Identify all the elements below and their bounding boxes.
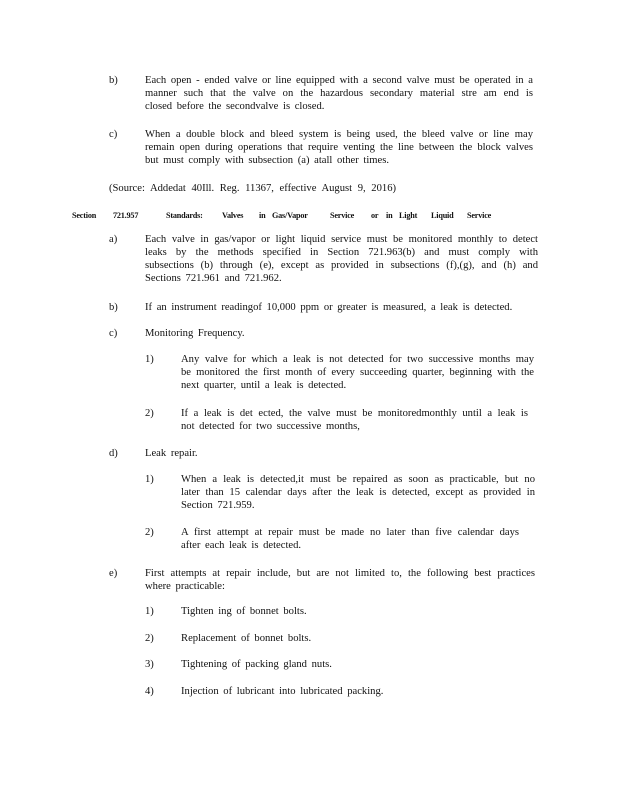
item-text: Leak repair. (145, 448, 198, 459)
item-label: c) (109, 328, 118, 339)
item-text: If an instrument readingof 10,000 ppm or greater is measured, a leak is detected. (145, 302, 513, 313)
item-text: Each open - ended valve or line equipped with a second valve must be operated in a manner such that the valve on the hazardous secondary material stre am end is closed before the secondvalve is closed. (145, 75, 533, 112)
section-title-part: Gas/Vapor (272, 211, 308, 220)
item-text: Any valve for which a leak is not detected for two successive months may be monitored the first month of every succeeding quarter, beginning with the next quarter, until a leak is detected. (181, 354, 534, 391)
item-text: If a leak is det ected, the valve must be monitoredmonthly until a leak is not detected for two successive months, (181, 408, 528, 432)
item-label: 2) (145, 408, 154, 419)
item-text: A first attempt at repair must be made no later than five calendar days after each leak is detected. (181, 527, 519, 551)
item-label: 2) (145, 633, 154, 644)
item-text: When a double block and bleed system is being used, the bleed valve or line may remain open during operations that require venting the line between the block valves but must comply with subsection (a) atall other times. (145, 129, 533, 166)
item-label: c) (109, 129, 118, 140)
section-title-part: in (259, 211, 266, 220)
section-title-part: Service (330, 211, 355, 220)
item-text: Tighten ing of bonnet bolts. (181, 606, 307, 617)
item-text: First attempts at repair include, but are not limited to, the following best practices where practicable: (145, 568, 535, 592)
item-label: e) (109, 568, 118, 579)
item-text: Injection of lubricant into lubricated packing. (181, 686, 384, 697)
item-label: b) (109, 302, 118, 313)
section-number: 721.957 (113, 211, 139, 220)
section-word: Section (72, 211, 97, 220)
section-title-part: or (371, 211, 379, 220)
item-label: 1) (145, 354, 154, 365)
section-title-part: Light (399, 211, 418, 220)
item-label: 1) (145, 474, 154, 485)
item-label: a) (109, 234, 118, 245)
source-note: (Source: Addedat 40Ill. Reg. 11367, effective August 9, 2016) (109, 183, 397, 194)
item-text: Monitoring Frequency. (145, 328, 245, 339)
item-label: 3) (145, 659, 154, 670)
section-title-part: in (386, 211, 393, 220)
item-text: Replacement of bonnet bolts. (181, 633, 312, 644)
item-label: 4) (145, 686, 154, 697)
section-title-part: Standards: (166, 211, 203, 220)
item-text: Tightening of packing gland nuts. (181, 659, 332, 670)
section-title-part: Valves (222, 211, 244, 220)
item-label: 1) (145, 606, 154, 617)
section-title-part: Liquid (431, 211, 454, 220)
item-text: When a leak is detected,it must be repaired as soon as practicable, but no later than 15 calendar days after the leak is detected, except as provided in Section 721.959. (181, 474, 535, 511)
section-title-part: Service (467, 211, 492, 220)
item-label: 2) (145, 527, 154, 538)
item-label: b) (109, 75, 118, 86)
item-text: Each valve in gas/vapor or light liquid service must be monitored monthly to detect leaks by the methods specified in Section 721.963(b) and must comply with subsections (b) through (e), except as provided in subsections (f),(g), and (h) and Sections 721.961 and 721.962. (145, 234, 538, 284)
item-label: d) (109, 448, 118, 459)
